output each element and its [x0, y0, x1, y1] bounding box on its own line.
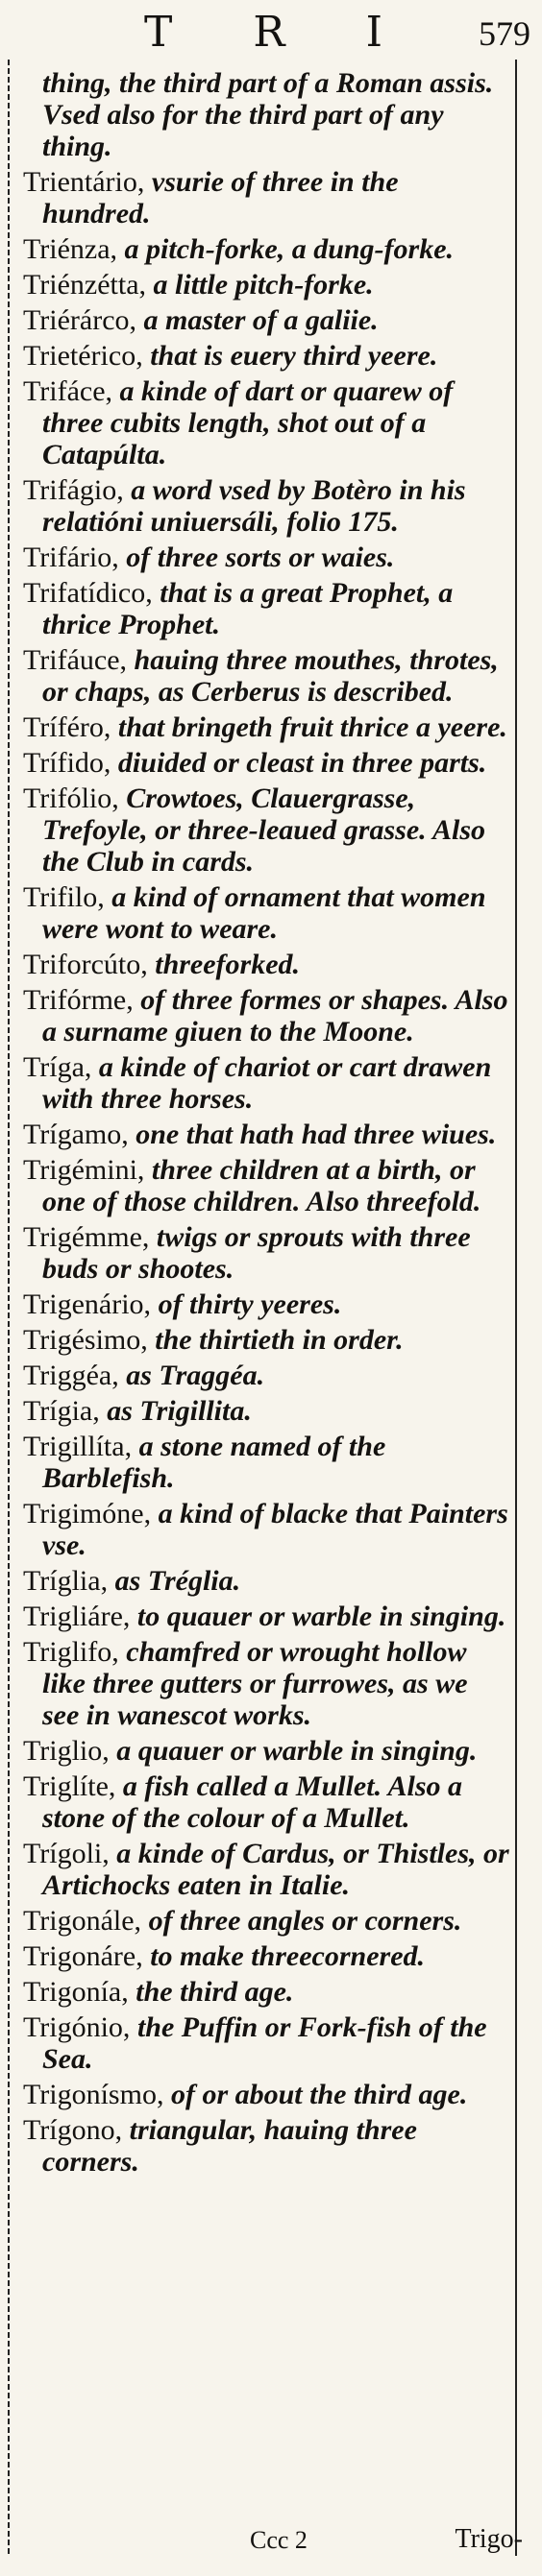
entry-definition: a kinde of dart or quarew of three cubits length, shot out of a Catapúlta.: [42, 375, 454, 470]
dictionary-entry: [23, 1905, 509, 1937]
entry-headword: Trifário,: [23, 542, 119, 573]
entry-definition: triangular, hauing three corners.: [42, 2114, 417, 2178]
dictionary-entry: [23, 1735, 509, 1767]
entry-definition: that is euery third yeere.: [150, 340, 438, 372]
entry-definition: a kind of ornament that women were wont to weare.: [42, 881, 486, 945]
dictionary-entry: [23, 1221, 509, 1285]
dictionary-entry: [23, 1636, 509, 1731]
entry-headword: Trígia,: [23, 1395, 100, 1427]
dictionary-entry: [23, 1119, 509, 1150]
entry-headword: Trifilo,: [23, 881, 105, 913]
running-head: [144, 8, 384, 57]
entry-headword: Trigillíta,: [23, 1431, 133, 1462]
entry-definition: a quauer or warble in singing.: [116, 1735, 478, 1767]
entry-headword: Trifórme,: [23, 984, 134, 1016]
entry-definition: a kinde of Cardus, or Thistles, or Artichocks eaten in Italie.: [42, 1838, 509, 1901]
entry-definition: a fish called a Mullet. Also a stone of the colour of a Mullet.: [42, 1770, 462, 1834]
entry-headword: Triénzétta,: [23, 269, 147, 301]
entry-headword: Trigonísmo,: [23, 2079, 164, 2110]
entry-headword: Trigémini,: [23, 1154, 145, 1186]
entry-headword: Trigonáre,: [23, 1940, 143, 1972]
entry-headword: Triglíte,: [23, 1770, 116, 1802]
entry-headword: Triénza,: [23, 233, 118, 265]
entry-definition: the Puffin or Fork-fish of the Sea.: [42, 2011, 487, 2075]
entry-definition: a master of a galiie.: [143, 304, 379, 336]
signature-mark: Ccc 2: [250, 2526, 308, 2554]
entry-headword: Trígamo,: [23, 1119, 129, 1150]
entry-definition: as Trigillita.: [107, 1395, 252, 1427]
entry-headword: Tríglia,: [23, 1565, 109, 1597]
dictionary-entry: [23, 67, 509, 162]
dictionary-entry: [23, 1976, 509, 2008]
entry-headword: Trifáuce,: [23, 644, 128, 676]
entry-definition: of three sorts or waies.: [126, 542, 395, 573]
dictionary-entry: [23, 340, 509, 372]
dictionary-entry: [23, 1838, 509, 1901]
entry-definition: a little pitch-forke.: [153, 269, 374, 301]
entry-headword: Trigimóne,: [23, 1498, 152, 1529]
entry-headword: Tríga,: [23, 1051, 92, 1083]
dictionary-entry: [23, 1051, 509, 1115]
entry-definition: thing, the third part of a Roman assis. Vsed also for the third part of any thing.: [42, 67, 494, 162]
entry-headword: Trífido,: [23, 747, 111, 779]
running-head-letter: R: [253, 8, 287, 57]
dictionary-entry: [23, 1288, 509, 1320]
page-footer: [0, 2520, 542, 2568]
entry-headword: Trifágio,: [23, 474, 124, 506]
dictionary-entry: [23, 644, 509, 708]
page-number: 579: [479, 14, 530, 53]
dictionary-column: [23, 67, 509, 2181]
dictionary-entry: [23, 542, 509, 573]
entry-definition: of thirty yeeres.: [158, 1288, 342, 1320]
dictionary-entry: [23, 1565, 509, 1597]
entry-headword: Trigliáre,: [23, 1601, 131, 1632]
entry-headword: Tríféro,: [23, 711, 111, 743]
dictionary-entry: [23, 1601, 509, 1632]
entry-headword: Triggéa,: [23, 1360, 119, 1391]
entry-definition: of three angles or corners.: [148, 1905, 462, 1937]
entry-definition: a word vsed by Botèro in his relatióni uniuersáli, folio 175.: [42, 474, 466, 538]
dictionary-entry: [23, 1324, 509, 1356]
dictionary-entry: [23, 949, 509, 980]
entry-headword: Trifatídico,: [23, 577, 153, 609]
dictionary-entry: [23, 1770, 509, 1834]
entry-definition: threeforked.: [155, 949, 301, 980]
entry-definition: a pitch-forke, a dung-forke.: [124, 233, 455, 265]
dictionary-entry: [23, 984, 509, 1047]
entry-definition: that bringeth fruit thrice a yeere.: [117, 711, 507, 743]
entry-definition: the thirtieth in order.: [155, 1324, 404, 1356]
page-header: [0, 0, 542, 58]
entry-headword: Trigémme,: [23, 1221, 150, 1253]
dictionary-entry: [23, 747, 509, 779]
dictionary-entry: [23, 375, 509, 470]
dictionary-entry: [23, 1360, 509, 1391]
entry-definition: Crowtoes, Clauergrasse, Trefoyle, or three-leaued grasse. Also the Club in cards.: [42, 782, 486, 878]
entry-definition: to make threecornered.: [150, 1940, 426, 1972]
catchword: Trigo-: [455, 2524, 523, 2554]
entry-definition: as Tréglia.: [114, 1565, 241, 1597]
entry-headword: Triglifo,: [23, 1636, 119, 1668]
right-column-rule: [515, 60, 517, 2556]
dictionary-entry: [23, 1395, 509, 1427]
entry-headword: Trigésimo,: [23, 1324, 148, 1356]
dictionary-entry: [23, 233, 509, 265]
dictionary-entry: [23, 782, 509, 878]
dictionary-entry: [23, 1154, 509, 1217]
entry-headword: Trifáce,: [23, 375, 113, 407]
entry-definition: of or about the third age.: [170, 2079, 468, 2110]
entry-definition: as Traggéa.: [126, 1360, 265, 1391]
entry-definition: to quauer or warble in singing.: [136, 1601, 506, 1632]
dictionary-entry: [23, 304, 509, 336]
dictionary-entry: [23, 711, 509, 743]
entry-definition: one that hath had three wiues.: [136, 1119, 497, 1150]
entry-headword: Trigonía,: [23, 1976, 129, 2008]
left-column-rule: [8, 60, 10, 2556]
entry-definition: hauing three mouthes, throtes, or chaps, as Cerberus is described.: [42, 644, 499, 708]
entry-definition: a kinde of chariot or cart drawen with three horses.: [42, 1051, 492, 1115]
entry-definition: chamfred or wrought hollow like three gutters or furrowes, as we see in wanescot works.: [42, 1636, 468, 1731]
entry-definition: a stone named of the Barblefish.: [42, 1431, 386, 1494]
dictionary-entry: [23, 1498, 509, 1561]
entry-headword: Trigenário,: [23, 1288, 152, 1320]
dictionary-entry: [23, 269, 509, 301]
dictionary-entry: [23, 2079, 509, 2110]
entry-headword: Trietérico,: [23, 340, 143, 372]
entry-headword: Trígoli,: [23, 1838, 110, 1869]
running-head-letter: T: [144, 8, 175, 57]
dictionary-entry: [23, 166, 509, 229]
entry-headword: Trientário,: [23, 166, 145, 198]
entry-definition: twigs or sprouts with three buds or shootes.: [42, 1221, 471, 1285]
entry-definition: three children at a birth, or one of those children. Also threefold.: [42, 1154, 481, 1217]
dictionary-entry: [23, 881, 509, 945]
dictionary-entry: [23, 474, 509, 538]
dictionary-entry: [23, 1431, 509, 1494]
dictionary-entry: [23, 577, 509, 640]
entry-headword: Trígono,: [23, 2114, 123, 2146]
entry-headword: Trigonále,: [23, 1905, 142, 1937]
entry-definition: vsurie of three in the hundred.: [42, 166, 399, 229]
entry-definition: diuided or cleast in three parts.: [117, 747, 487, 779]
entry-definition: the third age.: [136, 1976, 294, 2008]
entry-headword: Triglio,: [23, 1735, 110, 1767]
dictionary-entry: [23, 1940, 509, 1972]
entry-definition: that is a great Prophet, a thrice Prophet.: [42, 577, 454, 640]
entry-definition: of three formes or shapes. Also a surname giuen to the Moone.: [42, 984, 508, 1047]
dictionary-entry: [23, 2114, 509, 2178]
entry-headword: Triforcúto,: [23, 949, 148, 980]
entry-definition: a kind of blacke that Painters vse.: [42, 1498, 508, 1561]
entry-headword: Trifólio,: [23, 782, 119, 814]
running-head-letter: I: [365, 8, 384, 57]
entry-headword: Triérárco,: [23, 304, 137, 336]
dictionary-entry: [23, 2011, 509, 2075]
entry-headword: Trigónio,: [23, 2011, 131, 2043]
